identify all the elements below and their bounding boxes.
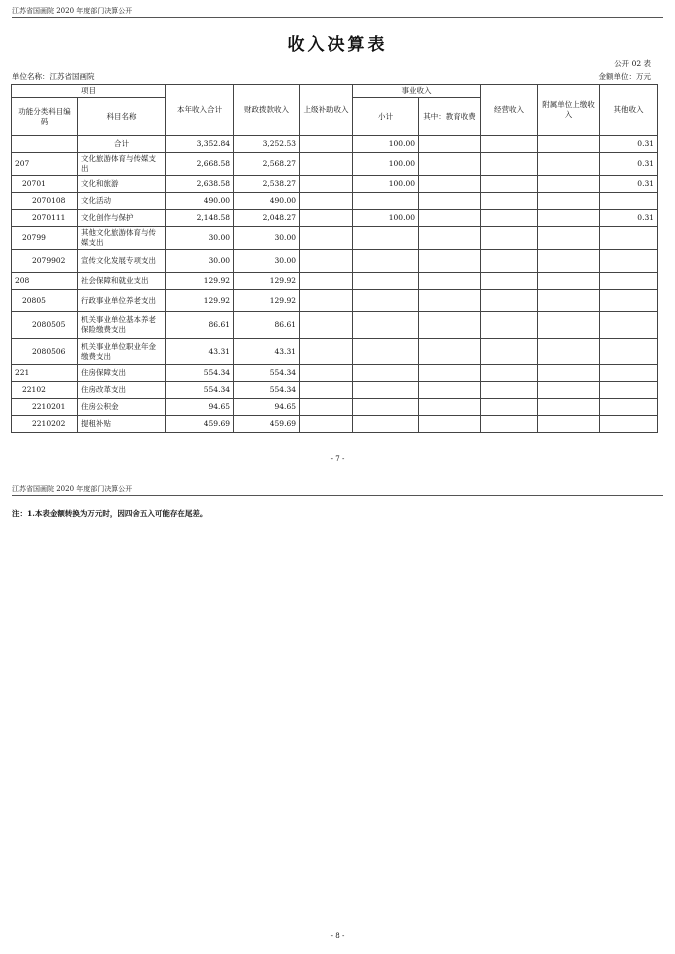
table-row [12, 365, 658, 382]
cell-subtotal [353, 339, 419, 365]
cell-fiscal: 30.00 [234, 250, 300, 273]
cell-code: 207 [12, 153, 78, 176]
cell-total: 30.00 [166, 227, 234, 250]
cell-code: 20799 [12, 227, 78, 250]
cell-other: 0.31 [600, 153, 658, 176]
cell-code: 221 [12, 365, 78, 382]
cell-subtotal [353, 227, 419, 250]
footnote: 注：1.本表金额转换为万元时，因四舍五入可能存在尾差。 [12, 509, 208, 518]
cell-edu [419, 365, 481, 382]
cell-affiliated [538, 153, 600, 176]
cell-affiliated [538, 250, 600, 273]
header-superior: 上级补助收入 [300, 85, 353, 136]
cell-other [600, 399, 658, 416]
cell-total: 43.31 [166, 339, 234, 365]
table-row [12, 416, 658, 433]
cell-other [600, 339, 658, 365]
cell-subject-name: 文化活动 [78, 193, 166, 210]
cell-subject-name: 住房公积金 [78, 399, 166, 416]
header-other: 其他收入 [600, 85, 658, 136]
cell-subject-name: 文化创作与保护 [78, 210, 166, 227]
cell-total: 554.34 [166, 365, 234, 382]
cell-fiscal: 459.69 [234, 416, 300, 433]
cell-subtotal [353, 416, 419, 433]
running-header: 江苏省国画院 2020 年度部门决算公开 [12, 7, 133, 15]
cell-superior [300, 136, 353, 153]
cell-fiscal: 554.34 [234, 382, 300, 399]
cell-affiliated [538, 193, 600, 210]
cell-code: 2070108 [12, 193, 78, 210]
table-row [12, 193, 658, 210]
page-title: 收入决算表 [287, 35, 388, 55]
cell-total: 490.00 [166, 193, 234, 210]
cell-fiscal: 94.65 [234, 399, 300, 416]
currency-unit: 金额单位：万元 [598, 72, 651, 81]
cell-code: 2210202 [12, 416, 78, 433]
cell-subject-name: 住房改革支出 [78, 382, 166, 399]
header-fiscal: 财政拨款收入 [234, 85, 300, 136]
cell-operating [481, 416, 538, 433]
cell-edu [419, 227, 481, 250]
table-row [12, 250, 658, 273]
cell-total: 30.00 [166, 250, 234, 273]
table-row [12, 339, 658, 365]
cell-superior [300, 365, 353, 382]
cell-subtotal [353, 273, 419, 290]
cell-affiliated [538, 273, 600, 290]
cell-operating [481, 227, 538, 250]
cell-superior [300, 193, 353, 210]
table-row [12, 382, 658, 399]
cell-affiliated [538, 416, 600, 433]
total-row [12, 136, 658, 153]
cell-affiliated [538, 290, 600, 312]
cell-code: 2070111 [12, 210, 78, 227]
cell-operating [481, 312, 538, 339]
cell-subject-name: 其他文化旅游体育与传媒支出 [78, 227, 166, 250]
table-row [12, 273, 658, 290]
cell-code: 22102 [12, 382, 78, 399]
cell-fiscal: 30.00 [234, 227, 300, 250]
cell-fiscal: 129.92 [234, 290, 300, 312]
cell-other [600, 365, 658, 382]
cell-subtotal [353, 365, 419, 382]
cell-superior [300, 416, 353, 433]
cell-subject-name: 合计 [78, 136, 166, 153]
income-table [11, 84, 658, 433]
header-business: 事业收入 [353, 85, 481, 98]
cell-operating [481, 193, 538, 210]
cell-fiscal: 3,252.53 [234, 136, 300, 153]
header-project: 项目 [12, 85, 166, 98]
cell-subtotal [353, 312, 419, 339]
cell-superior [300, 176, 353, 193]
cell-edu [419, 382, 481, 399]
cell-edu [419, 136, 481, 153]
cell-fiscal: 86.61 [234, 312, 300, 339]
cell-subject-name: 社会保障和就业支出 [78, 273, 166, 290]
cell-superior [300, 153, 353, 176]
cell-affiliated [538, 399, 600, 416]
cell-affiliated [538, 227, 600, 250]
cell-operating [481, 365, 538, 382]
cell-affiliated [538, 339, 600, 365]
cell-edu [419, 312, 481, 339]
cell-superior [300, 290, 353, 312]
cell-edu [419, 176, 481, 193]
cell-other: 0.31 [600, 210, 658, 227]
cell-fiscal: 2,568.27 [234, 153, 300, 176]
page-number-8: - 8 - [330, 932, 345, 940]
cell-fiscal: 129.92 [234, 273, 300, 290]
cell-total: 2,668.58 [166, 153, 234, 176]
cell-affiliated [538, 176, 600, 193]
cell-subtotal: 100.00 [353, 153, 419, 176]
cell-total: 3,352.84 [166, 136, 234, 153]
cell-other [600, 416, 658, 433]
cell-subject-name: 宣传文化发展专项支出 [78, 250, 166, 273]
cell-superior [300, 382, 353, 399]
cell-superior [300, 227, 353, 250]
form-number: 公开 02 表 [614, 59, 651, 68]
cell-superior [300, 210, 353, 227]
cell-other [600, 273, 658, 290]
cell-subtotal [353, 290, 419, 312]
cell-code [12, 136, 78, 153]
cell-operating [481, 290, 538, 312]
running-header-2: 江苏省国画院 2020 年度部门决算公开 [12, 485, 133, 493]
table-row [12, 312, 658, 339]
cell-affiliated [538, 136, 600, 153]
unit-name: 单位名称：江苏省国画院 [12, 72, 95, 81]
cell-total: 2,638.58 [166, 176, 234, 193]
cell-superior [300, 250, 353, 273]
cell-operating [481, 382, 538, 399]
cell-other: 0.31 [600, 136, 658, 153]
cell-subject-name: 提租补贴 [78, 416, 166, 433]
cell-edu [419, 416, 481, 433]
cell-total: 2,148.58 [166, 210, 234, 227]
table-row [12, 176, 658, 193]
cell-operating [481, 339, 538, 365]
cell-subtotal [353, 382, 419, 399]
cell-code: 2210201 [12, 399, 78, 416]
cell-subtotal [353, 193, 419, 210]
cell-other [600, 382, 658, 399]
cell-fiscal: 2,048.27 [234, 210, 300, 227]
header-affiliated: 附属单位上缴收入 [538, 85, 600, 136]
cell-total: 459.69 [166, 416, 234, 433]
cell-superior [300, 273, 353, 290]
cell-operating [481, 250, 538, 273]
cell-subject-name: 住房保障支出 [78, 365, 166, 382]
header-education-fee: 其中：教育收费 [419, 98, 481, 136]
cell-fiscal: 490.00 [234, 193, 300, 210]
cell-edu [419, 290, 481, 312]
cell-affiliated [538, 365, 600, 382]
cell-other [600, 250, 658, 273]
cell-superior [300, 339, 353, 365]
cell-code: 2080505 [12, 312, 78, 339]
cell-affiliated [538, 312, 600, 339]
cell-subject-name: 机关事业单位基本养老保险缴费支出 [78, 312, 166, 339]
cell-total: 86.61 [166, 312, 234, 339]
cell-fiscal: 554.34 [234, 365, 300, 382]
table-row [12, 153, 658, 176]
cell-operating [481, 153, 538, 176]
cell-code: 208 [12, 273, 78, 290]
cell-subject-name: 文化旅游体育与传媒支出 [78, 153, 166, 176]
cell-subject-name: 文化和旅游 [78, 176, 166, 193]
table-body [12, 136, 658, 433]
cell-operating [481, 399, 538, 416]
cell-code: 20701 [12, 176, 78, 193]
cell-subtotal: 100.00 [353, 210, 419, 227]
cell-edu [419, 193, 481, 210]
cell-total: 554.34 [166, 382, 234, 399]
cell-operating [481, 136, 538, 153]
cell-other [600, 227, 658, 250]
header-subtotal: 小计 [353, 98, 419, 136]
table-row [12, 399, 658, 416]
header-operating: 经营收入 [481, 85, 538, 136]
cell-subtotal: 100.00 [353, 136, 419, 153]
cell-edu [419, 153, 481, 176]
header-func-code: 功能分类科目编码 [12, 98, 78, 136]
cell-fiscal: 2,538.27 [234, 176, 300, 193]
cell-other [600, 312, 658, 339]
cell-edu [419, 210, 481, 227]
cell-operating [481, 273, 538, 290]
cell-code: 20805 [12, 290, 78, 312]
cell-subtotal [353, 250, 419, 273]
table-row [12, 227, 658, 250]
cell-total: 94.65 [166, 399, 234, 416]
cell-total: 129.92 [166, 290, 234, 312]
cell-operating [481, 210, 538, 227]
cell-affiliated [538, 210, 600, 227]
cell-total: 129.92 [166, 273, 234, 290]
cell-subtotal [353, 399, 419, 416]
cell-superior [300, 399, 353, 416]
table-row [12, 210, 658, 227]
cell-other [600, 290, 658, 312]
cell-other: 0.31 [600, 176, 658, 193]
cell-fiscal: 43.31 [234, 339, 300, 365]
cell-code: 2079902 [12, 250, 78, 273]
header-subject-name: 科目名称 [78, 98, 166, 136]
page-number-7: - 7 - [330, 455, 345, 463]
cell-edu [419, 339, 481, 365]
table-row [12, 290, 658, 312]
cell-superior [300, 312, 353, 339]
cell-affiliated [538, 382, 600, 399]
header-rule [12, 17, 663, 18]
cell-other [600, 193, 658, 210]
header-rule-2 [12, 495, 663, 496]
cell-edu [419, 273, 481, 290]
cell-edu [419, 250, 481, 273]
header-total: 本年收入合计 [166, 85, 234, 136]
cell-edu [419, 399, 481, 416]
cell-subtotal: 100.00 [353, 176, 419, 193]
cell-subject-name: 行政事业单位养老支出 [78, 290, 166, 312]
cell-subject-name: 机关事业单位职业年金缴费支出 [78, 339, 166, 365]
cell-code: 2080506 [12, 339, 78, 365]
cell-operating [481, 176, 538, 193]
